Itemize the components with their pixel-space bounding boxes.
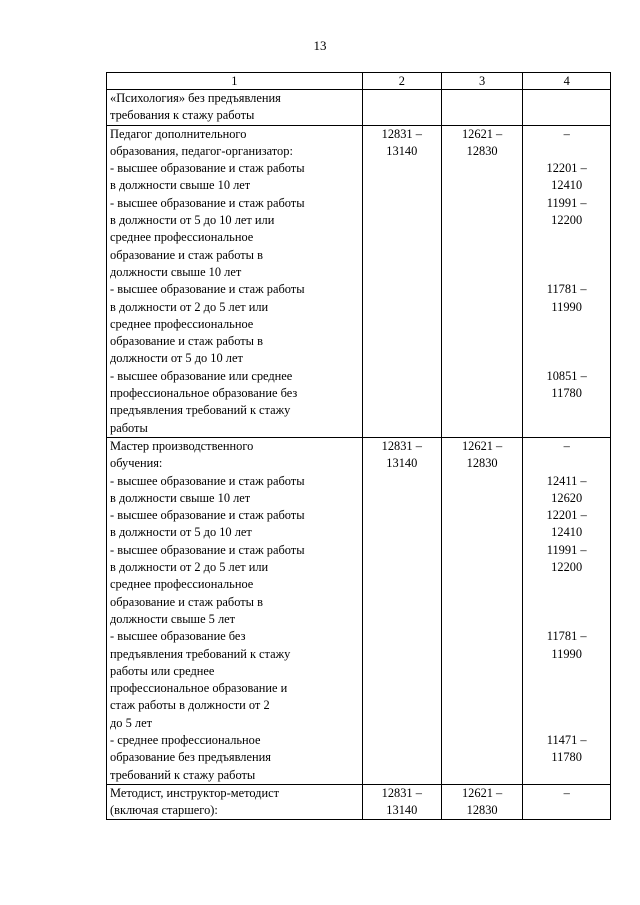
cell-line: 12830 xyxy=(466,143,498,158)
cell-line: предъявления требований к стажу xyxy=(110,403,291,418)
cell-line: 13140 xyxy=(386,456,418,471)
table-cell-col1 xyxy=(107,784,363,820)
header-cell-4: 4 xyxy=(523,73,611,90)
cell-line: должности свыше 10 лет xyxy=(110,264,242,279)
cell-line: 11990 xyxy=(551,299,582,314)
table-cell-col4 xyxy=(523,437,611,784)
cell-line: - высшее образование и стаж работы xyxy=(110,161,305,176)
cell-line: «Психология» без предъявления xyxy=(110,91,281,105)
header-cell-3: 3 xyxy=(441,73,522,90)
cell-line: 10851 – xyxy=(546,368,587,383)
cell-line: 12410 xyxy=(551,525,583,540)
cell-line: - высшее образование и стаж работы xyxy=(110,473,305,488)
cell-line: должности свыше 5 лет xyxy=(110,611,236,626)
table-header-row xyxy=(107,73,611,90)
cell-line: до 5 лет xyxy=(110,715,152,730)
cell-line: профессиональное образование без xyxy=(110,386,298,401)
cell-line: образование и стаж работы в xyxy=(110,594,263,609)
header-cell-2: 2 xyxy=(362,73,441,90)
cell-line: в должности от 2 до 5 лет или xyxy=(110,299,269,314)
cell-line: 12831 – xyxy=(381,785,422,800)
table-cell-col3 xyxy=(441,437,522,784)
cell-line: Мастер производственного xyxy=(110,438,254,453)
cell-line: Педагог дополнительного xyxy=(110,126,247,141)
cell-spacer xyxy=(526,143,607,160)
table-row xyxy=(107,437,611,784)
cell-line: 12200 xyxy=(551,560,583,575)
cell-line: в должности от 5 до 10 лет или xyxy=(110,213,275,228)
cell-spacer xyxy=(526,611,607,628)
cell-line: Методист, инструктор-методист xyxy=(110,785,280,800)
table-cell-col2 xyxy=(362,90,441,126)
cell-line: 12831 – xyxy=(381,438,422,453)
table-cell-col3 xyxy=(441,125,522,437)
cell-spacer xyxy=(526,455,607,472)
table-cell-col3 xyxy=(441,90,522,126)
cell-line: среднее профессиональное xyxy=(110,316,254,331)
cell-line: образование и стаж работы в xyxy=(110,334,263,349)
table-cell-col3 xyxy=(441,784,522,820)
cell-line: 12200 xyxy=(551,213,583,228)
table-row xyxy=(107,125,611,437)
table-cell-col1 xyxy=(107,90,363,126)
cell-line: образование и стаж работы в xyxy=(110,247,263,262)
cell-spacer xyxy=(526,715,607,732)
cell-line: 11780 xyxy=(551,750,582,765)
cell-line: – xyxy=(563,785,570,800)
table-cell-col2 xyxy=(362,125,441,437)
table-cell-col4 xyxy=(523,90,611,126)
cell-line: в должности от 2 до 5 лет или xyxy=(110,560,269,575)
cell-line: в должности свыше 10 лет xyxy=(110,178,251,193)
cell-line: должности от 5 до 10 лет xyxy=(110,351,243,366)
cell-spacer xyxy=(526,663,607,680)
table-cell-col4 xyxy=(523,784,611,820)
cell-line: - высшее образование и стаж работы xyxy=(110,508,305,523)
cell-line: – xyxy=(563,126,570,141)
cell-line: 13140 xyxy=(386,803,418,818)
cell-line: 11780 xyxy=(551,386,582,401)
cell-line: 12621 – xyxy=(461,785,503,800)
cell-spacer xyxy=(526,264,607,281)
cell-line: 12201 – xyxy=(546,161,587,176)
cell-line: - высшее образование или среднее xyxy=(110,368,293,383)
cell-line: 12621 – xyxy=(461,438,503,453)
cell-line: 11991 – xyxy=(546,195,587,210)
cell-line: 11990 xyxy=(551,646,582,661)
cell-line: 12830 xyxy=(466,803,498,818)
cell-line: 12830 xyxy=(466,456,498,471)
cell-line: в должности от 5 до 10 лет xyxy=(110,525,252,540)
cell-spacer xyxy=(526,350,607,367)
cell-line: 12411 – xyxy=(546,473,587,488)
table-cell-col2 xyxy=(362,784,441,820)
cell-line: 12620 xyxy=(551,490,583,505)
cell-line: образования, педагог-организатор: xyxy=(110,143,293,158)
cell-line: - среднее профессиональное xyxy=(110,732,261,747)
cell-line: - высшее образование и стаж работы xyxy=(110,282,305,297)
cell-line: 12201 – xyxy=(546,508,587,523)
table-cell-col1 xyxy=(107,437,363,784)
cell-line: работы xyxy=(110,420,148,435)
cell-line: 11991 – xyxy=(546,542,587,557)
cell-line: (включая старшего): xyxy=(110,803,218,818)
table-cell-col1 xyxy=(107,125,363,437)
cell-line: - высшее образование и стаж работы xyxy=(110,195,305,210)
cell-spacer xyxy=(526,594,607,611)
cell-spacer xyxy=(526,247,607,264)
cell-line: 13140 xyxy=(386,143,418,158)
cell-line: обучения: xyxy=(110,456,163,471)
cell-spacer xyxy=(526,333,607,350)
cell-line: 12621 – xyxy=(461,126,503,141)
cell-line: требования к стажу работы xyxy=(110,108,255,123)
cell-spacer xyxy=(526,316,607,333)
cell-spacer xyxy=(526,697,607,714)
cell-line: - высшее образование и стаж работы xyxy=(110,542,305,557)
salary-table xyxy=(106,72,611,820)
cell-line: предъявления требований к стажу xyxy=(110,646,291,661)
cell-line: 12410 xyxy=(551,178,583,193)
cell-line: среднее профессиональное xyxy=(110,230,254,245)
cell-line: 11781 – xyxy=(546,629,587,644)
cell-line: требований к стажу работы xyxy=(110,767,256,782)
table-cell-col2 xyxy=(362,437,441,784)
header-cell-1: 1 xyxy=(107,73,363,90)
cell-line: 11471 – xyxy=(546,732,587,747)
table-cell-col4 xyxy=(523,125,611,437)
cell-line: работы или среднее xyxy=(110,663,215,678)
cell-line: профессиональное образование и xyxy=(110,681,288,696)
table-row xyxy=(107,784,611,820)
cell-spacer xyxy=(526,680,607,697)
cell-line: среднее профессиональное xyxy=(110,577,254,592)
cell-spacer xyxy=(526,576,607,593)
cell-spacer xyxy=(526,229,607,246)
cell-line: образование без предъявления xyxy=(110,750,271,765)
table-row xyxy=(107,90,611,126)
cell-line: - высшее образование без xyxy=(110,629,246,644)
page-number: 13 xyxy=(313,38,327,53)
cell-line: стаж работы в должности от 2 xyxy=(110,698,270,713)
cell-line: 12831 – xyxy=(381,126,422,141)
cell-line: – xyxy=(563,438,570,453)
cell-line: 11781 – xyxy=(546,282,587,297)
cell-line: в должности свыше 10 лет xyxy=(110,490,251,505)
